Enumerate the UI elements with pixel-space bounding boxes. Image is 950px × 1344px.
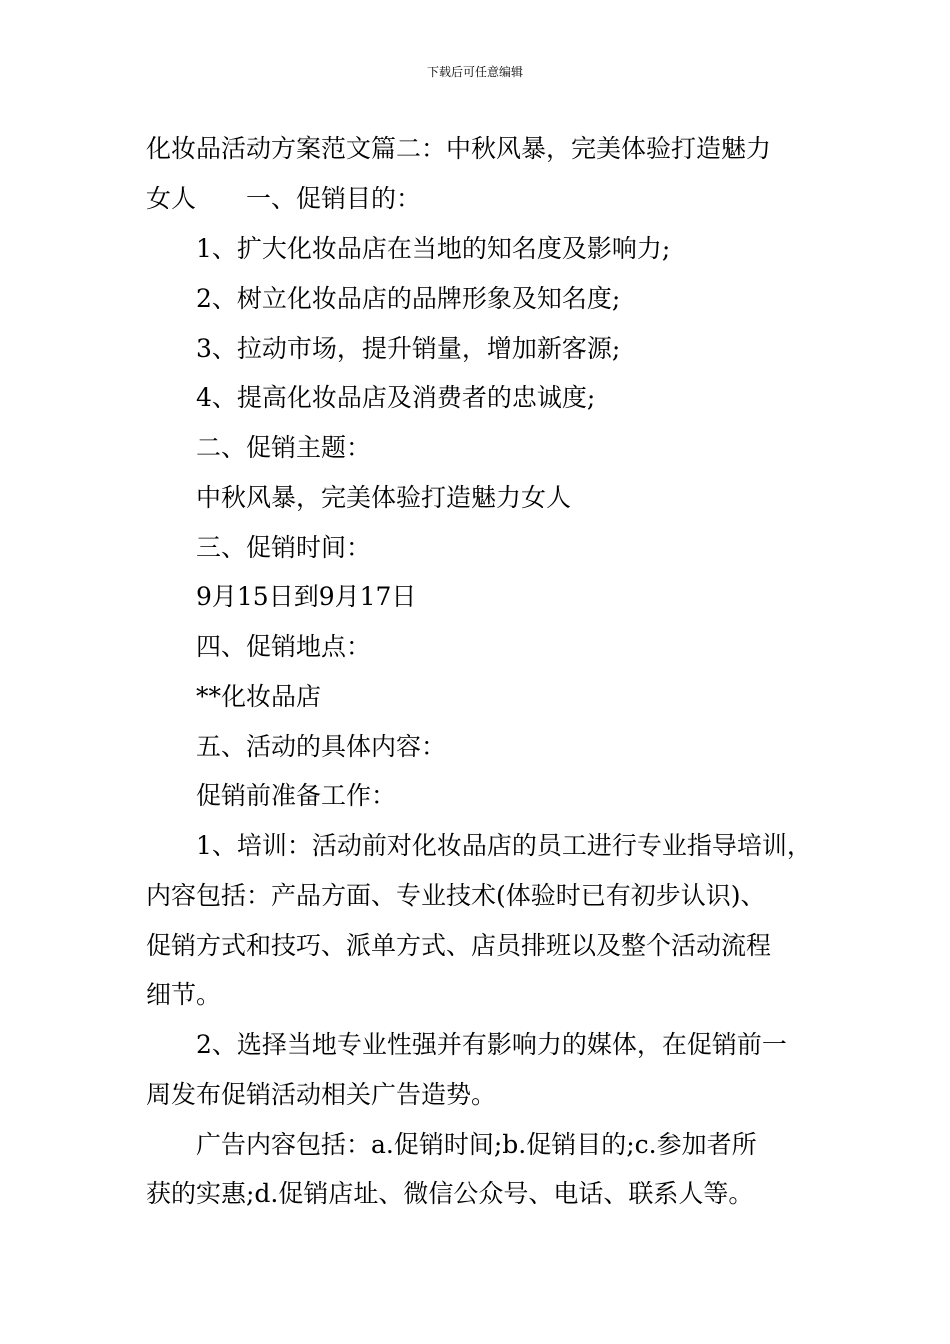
paragraph-line: 2、选择当地专业性强并有影响力的媒体，在促销前一 [196,1030,787,1059]
paragraph-line: 促销前准备工作： [196,781,397,810]
section-heading: 三、促销时间： [196,533,372,562]
section-heading: 五、活动的具体内容： [196,732,447,761]
paragraph-line: 3、拉动市场，提升销量，增加新客源; [196,334,621,363]
paragraph-line: 2、树立化妆品店的品牌形象及知名度; [196,284,621,313]
page-header: 下载后可任意编辑 [426,65,523,79]
paragraph-line: 9月15日到9月17日 [196,582,417,611]
paragraph-line: 获的实惠;d.促销店址、微信公众号、电话、联系人等。 [146,1179,754,1208]
paragraph-line: 细节。 [146,980,222,1009]
paragraph-line: 内容包括：产品方面、专业技术(体验时已有初步认识)、 [146,881,766,910]
paragraph-line: 1、培训：活动前对化妆品店的员工进行专业指导培训， [196,831,812,860]
paragraph-line: 中秋风暴，完美体验打造魅力女人 [196,483,572,512]
section-heading: 四、促销地点： [196,632,372,661]
paragraph-line: 1、扩大化妆品店在当地的知名度及影响力; [196,234,671,263]
paragraph-line: 广告内容包括：a.促销时间;b.促销目的;c.参加者所 [196,1130,757,1159]
paragraph-line: 促销方式和技巧、派单方式、店员排班以及整个活动流程 [146,931,772,960]
document-title-line-1: 化妆品活动方案范文篇二：中秋风暴，完美体验打造魅力 [146,134,772,163]
paragraph-line: **化妆品店 [196,682,322,711]
paragraph-line: 4、提高化妆品店及消费者的忠诚度; [196,383,596,412]
paragraph-line: 周发布促销活动相关广告造势。 [146,1080,497,1109]
section-heading: 二、促销主题： [196,433,372,462]
document-title-line-2: 女人 一、促销目的： [146,184,422,213]
